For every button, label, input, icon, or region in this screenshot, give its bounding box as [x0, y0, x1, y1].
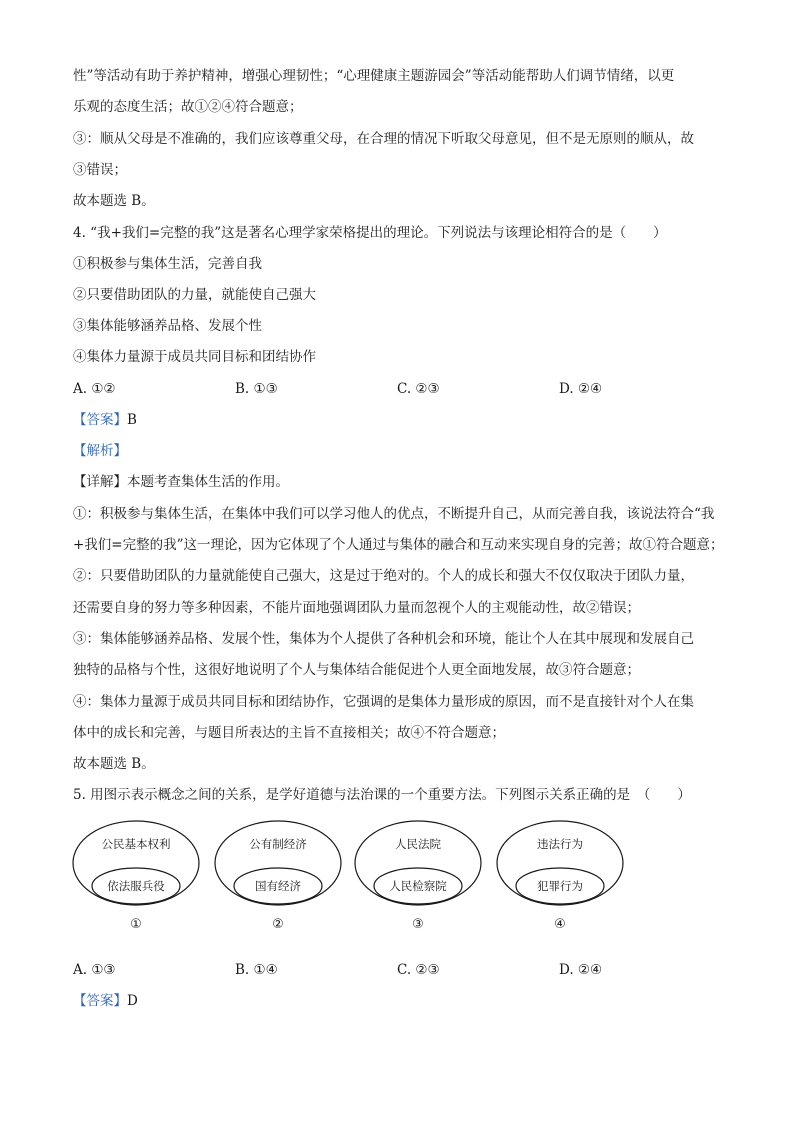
statement-3: ③集体能够涵养品格、发展个性 — [73, 318, 262, 334]
question-4-stem: 4. “我+我们=完整的我”这是著名心理学家荣格提出的理论。下列说法与该理论相符合的是（ ） — [73, 225, 667, 241]
diagram-2 — [215, 821, 341, 932]
explanation-line: ④：集体力量源于成员共同目标和团结协作，它强调的是集体力量形成的原因，而不是直接针对个人在集 — [73, 694, 694, 710]
outer-label: 违法行为 — [537, 837, 583, 851]
analysis-tag: 【解析】 — [73, 443, 127, 459]
question-4-options — [73, 379, 733, 399]
option-c: C. ②③ — [397, 962, 440, 978]
concept-diagrams — [70, 818, 630, 938]
text-line: 乐观的态度生活；故①②④符合题意； — [73, 99, 303, 115]
inner-label: 犯罪行为 — [537, 879, 583, 893]
answer-line — [73, 991, 733, 1011]
diagram-number: ① — [130, 917, 142, 932]
diagram-number: ② — [272, 917, 284, 932]
outer-label: 公有制经济 — [249, 837, 307, 851]
explanation-line: 故本题选 B。 — [73, 756, 155, 772]
diagram-number: ③ — [412, 917, 424, 932]
statement-1: ①积极参与集体生活，完善自我 — [73, 256, 262, 272]
answer-tag: 【答案】 — [73, 993, 127, 1009]
option-d: D. ②④ — [559, 962, 603, 978]
statement-4: ④集体力量源于成员共同目标和团结协作 — [73, 349, 316, 365]
question-5-options — [73, 960, 733, 980]
answer-line — [73, 410, 733, 430]
detail-text: 本题考查集体生活的作用。 — [127, 474, 289, 490]
option-d: D. ②④ — [559, 381, 603, 397]
inner-label: 国有经济 — [255, 879, 301, 893]
diagram-3 — [355, 821, 481, 932]
option-b: B. ①④ — [235, 962, 278, 978]
explanation-line: 独特的品格与个性，这很好地说明了个人与集体结合能促进个人更全面地发展，故③符合题意； — [73, 662, 640, 678]
explanation-line: ②：只要借助团队的力量就能使自己强大，这是过于绝对的。个人的成长和强大不仅仅取决于团队力量， — [73, 568, 694, 584]
text-line: ③：顺从父母是不准确的，我们应该尊重父母，在合理的情况下听取父母意见，但不是无原则的顺从，故 — [73, 131, 694, 147]
option-a: A. ①② — [73, 381, 116, 397]
diagram-4 — [497, 821, 623, 932]
explanation-line: +我们=完整的我”这一理论，因为它体现了个人通过与集体的融合和互动来实现自身的完善；故①符合题意； — [73, 537, 724, 553]
text-line: 故本题选 B。 — [73, 193, 155, 209]
explanation-line: 还需要自身的努力等多种因素，不能片面地强调团队力量而忽视个人的主观能动性，故②错误； — [73, 600, 640, 616]
option-b: B. ①③ — [235, 381, 278, 397]
question-5-stem: 5. 用图示表示概念之间的关系，是学好道德与法治课的一个重要方法。下列图示关系正确的是 （ ） — [73, 787, 691, 803]
outer-label: 人民法院 — [395, 837, 441, 851]
explanation-line: ③：集体能够涵养品格、发展个性，集体为个人提供了各种机会和环境，能让个人在其中展现和发展自己 — [73, 631, 694, 647]
detail-tag: 【详解】 — [73, 474, 127, 490]
option-a: A. ①③ — [73, 962, 116, 978]
outer-label: 公民基本权利 — [101, 837, 171, 851]
analysis-line — [73, 441, 733, 461]
answer-tag: 【答案】 — [73, 412, 127, 428]
inner-label: 人民检察院 — [389, 879, 447, 893]
text-line: ③错误； — [73, 162, 127, 178]
detail-line — [73, 472, 733, 492]
diagram-svg — [70, 818, 630, 938]
text-line: 性”等活动有助于养护精神，增强心理韧性；“心理健康主题游园会”等活动能帮助人们调节情绪，以更 — [73, 68, 675, 84]
explanation-line: 体中的成长和完善，与题目所表达的主旨不直接相关；故④不符合题意； — [73, 725, 505, 741]
answer-value: D — [127, 993, 138, 1009]
answer-value: B — [127, 412, 137, 428]
option-c: C. ②③ — [397, 381, 440, 397]
diagram-number: ④ — [554, 917, 566, 932]
diagram-1 — [73, 821, 199, 932]
statement-2: ②只要借助团队的力量，就能使自己强大 — [73, 287, 316, 303]
explanation-line: ①：积极参与集体生活，在集体中我们可以学习他人的优点，不断提升自己，从而完善自我，该说法符合“我 — [73, 506, 715, 522]
inner-label: 依法服兵役 — [107, 879, 165, 893]
